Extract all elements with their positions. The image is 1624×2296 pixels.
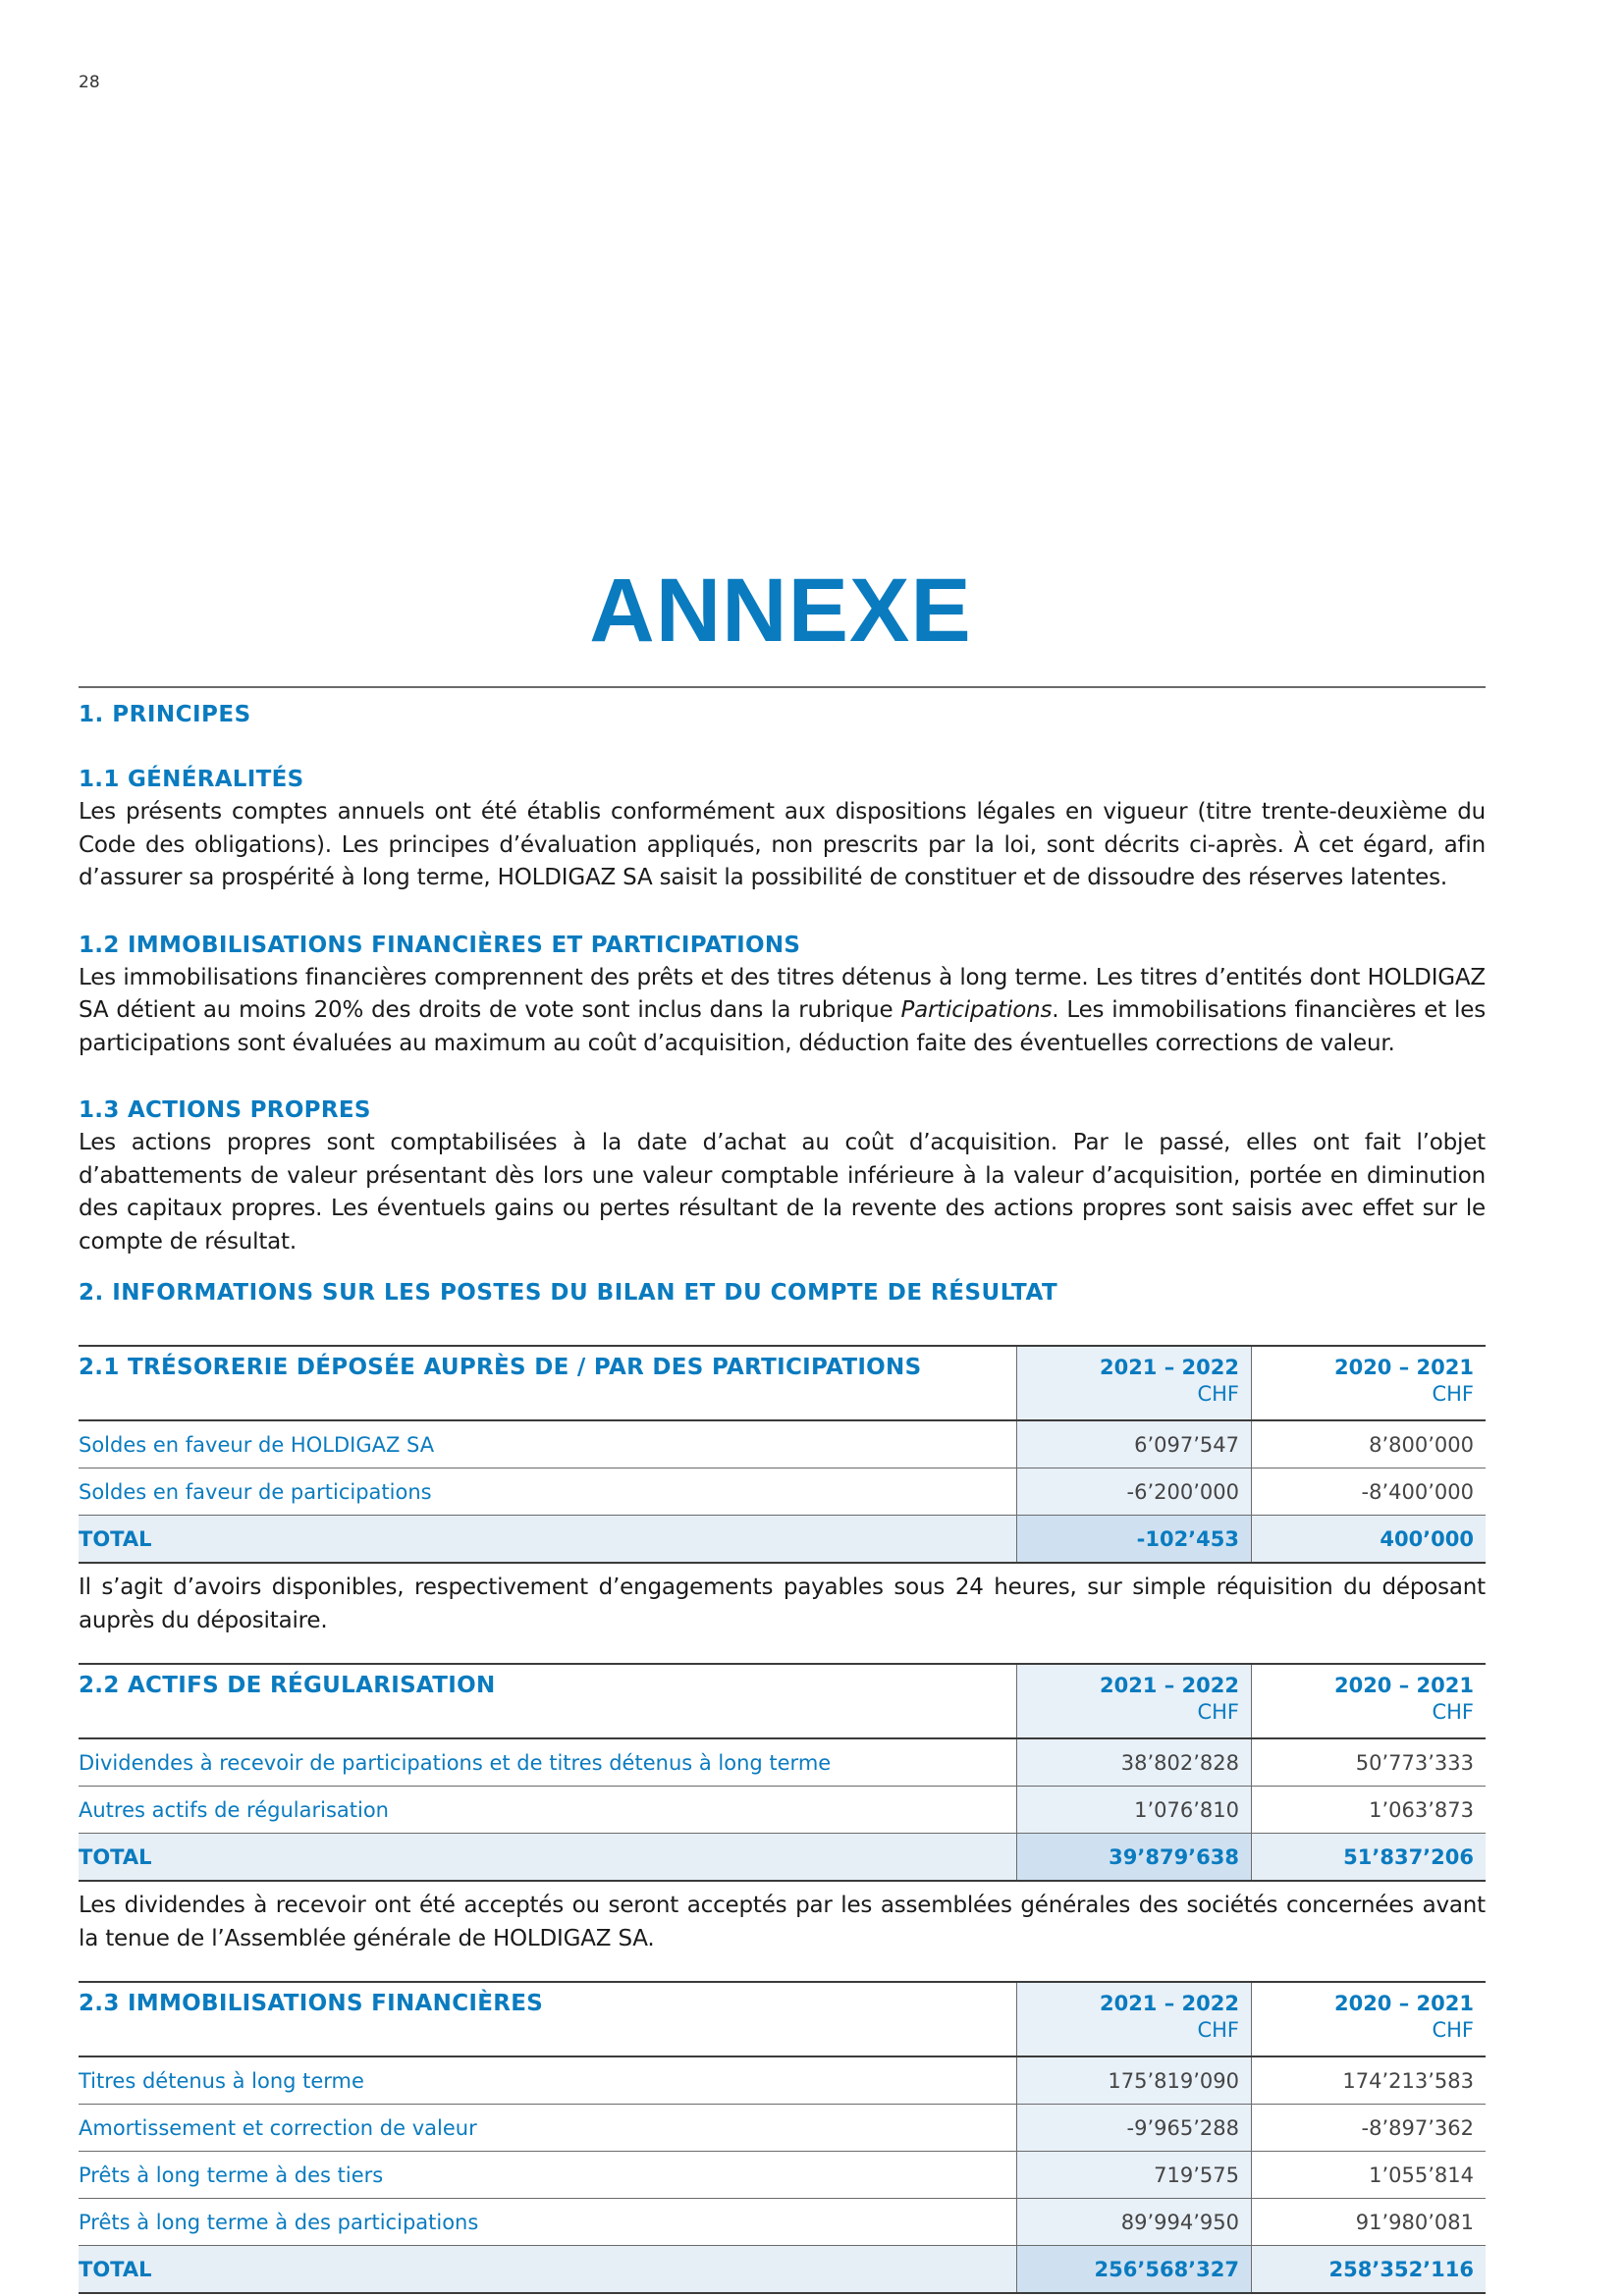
section-heading-immobilisations: 1.2 IMMOBILISATIONS FINANCIÈRES ET PARTICIPATIONS bbox=[79, 932, 801, 958]
total-value-current: 39’879’638 bbox=[1017, 1834, 1252, 1882]
row-value-previous: 91’980’081 bbox=[1252, 2199, 1487, 2246]
section-heading-principes: 1. PRINCIPES bbox=[79, 702, 251, 727]
column-header-2020-2021 bbox=[1252, 1982, 1487, 2056]
table-header-row bbox=[79, 1664, 1486, 1738]
table-immobilisations-financieres bbox=[79, 1981, 1486, 2294]
total-label: TOTAL bbox=[79, 1516, 1017, 1564]
row-label: Dividendes à recevoir de participations et de titres détenus à long terme bbox=[79, 1738, 1017, 1787]
row-value-current: 38’802’828 bbox=[1017, 1738, 1252, 1787]
column-header-2020-2021 bbox=[1252, 1346, 1487, 1420]
paragraph-text: Les immobilisations financières comprennent des prêts et des titres détenus à long terme. Les titres d’entités dont HOLDIGAZ SA détient au moins 20% des droits de vote sont inclus dans la rubrique bbox=[79, 964, 1486, 1023]
row-label: Amortissement et correction de valeur bbox=[79, 2105, 1017, 2152]
annex-content bbox=[79, 686, 1486, 2294]
column-year: 2020 – 2021 bbox=[1333, 1992, 1474, 2015]
table-row bbox=[79, 1468, 1486, 1516]
table-note-tresorerie: Il s’agit d’avoirs disponibles, respectivement d’engagements payables sous 24 heures, sur simple réquisition du déposant auprès du dépositaire. bbox=[79, 1575, 1486, 1633]
table-header-row bbox=[79, 1982, 1486, 2056]
column-currency: CHF bbox=[1432, 1382, 1474, 1406]
table-total-row bbox=[79, 1516, 1486, 1564]
row-label: Prêts à long terme à des participations bbox=[79, 2199, 1017, 2246]
row-value-current: 89’994’950 bbox=[1017, 2199, 1252, 2246]
table-note-actifs: Les dividendes à recevoir ont été acceptés ou seront acceptés par les assemblées générales des sociétés concernées avant la tenue de l’Assemblée générale de HOLDIGAZ SA. bbox=[79, 1893, 1486, 1951]
row-value-previous: 174’213’583 bbox=[1252, 2056, 1487, 2105]
paragraph-immobilisations bbox=[79, 962, 1486, 1061]
column-year: 2021 – 2022 bbox=[1099, 1674, 1239, 1697]
row-value-current: 6’097’547 bbox=[1017, 1420, 1252, 1468]
row-value-current: 1’076’810 bbox=[1017, 1787, 1252, 1834]
row-label: Titres détenus à long terme bbox=[79, 2056, 1017, 2105]
table-total-row bbox=[79, 1834, 1486, 1882]
table-row bbox=[79, 1420, 1486, 1468]
column-year: 2020 – 2021 bbox=[1333, 1674, 1474, 1697]
table-tresorerie bbox=[79, 1345, 1486, 1564]
row-value-previous: 1’055’814 bbox=[1252, 2152, 1487, 2199]
row-value-current: -6’200’000 bbox=[1017, 1468, 1252, 1516]
section-heading-generalites: 1.1 GÉNÉRALITÉS bbox=[79, 767, 304, 792]
column-currency: CHF bbox=[1432, 1700, 1474, 1724]
column-currency: CHF bbox=[1197, 1382, 1239, 1406]
table-row bbox=[79, 1738, 1486, 1787]
column-currency: CHF bbox=[1432, 2018, 1474, 2042]
section-heading-actions-propres: 1.3 ACTIONS PROPRES bbox=[79, 1097, 371, 1123]
column-header-2021-2022 bbox=[1017, 1664, 1252, 1738]
total-value-previous: 51’837’206 bbox=[1252, 1834, 1487, 1882]
column-year: 2020 – 2021 bbox=[1333, 1356, 1474, 1379]
table-title: 2.2 ACTIFS DE RÉGULARISATION bbox=[79, 1664, 1017, 1738]
table-row bbox=[79, 2199, 1486, 2246]
row-value-previous: 1’063’873 bbox=[1252, 1787, 1487, 1834]
section-heading-informations: 2. INFORMATIONS SUR LES POSTES DU BILAN ET DU COMPTE DE RÉSULTAT bbox=[79, 1280, 1058, 1306]
table-title: 2.1 TRÉSORERIE DÉPOSÉE AUPRÈS DE / PAR DES PARTICIPATIONS bbox=[79, 1346, 1017, 1420]
row-value-current: 175’819’090 bbox=[1017, 2056, 1252, 2105]
title-divider bbox=[79, 686, 1486, 688]
table-title: 2.3 IMMOBILISATIONS FINANCIÈRES bbox=[79, 1982, 1017, 2056]
row-value-previous: -8’897’362 bbox=[1252, 2105, 1487, 2152]
table-row bbox=[79, 2056, 1486, 2105]
row-label: Autres actifs de régularisation bbox=[79, 1787, 1017, 1834]
page-title: ANNEXE bbox=[589, 561, 972, 661]
row-label: Soldes en faveur de HOLDIGAZ SA bbox=[79, 1420, 1017, 1468]
column-currency: CHF bbox=[1197, 2018, 1239, 2042]
column-year: 2021 – 2022 bbox=[1099, 1356, 1239, 1379]
column-currency: CHF bbox=[1197, 1700, 1239, 1724]
paragraph-actions-propres: Les actions propres sont comptabilisées à la date d’achat au coût d’acquisition. Par le passé, elles ont fait l’objet d’abattements de valeur présentant dès lors une valeur comptable inférieure à la valeur d’acquisition, portée en diminution des capitaux propres. Les éventuels gains ou pertes résultant de la revente des actions propres sont saisis avec effet sur le compte de résultat. bbox=[79, 1130, 1486, 1255]
column-header-2021-2022 bbox=[1017, 1346, 1252, 1420]
total-value-previous: 258’352’116 bbox=[1252, 2246, 1487, 2294]
total-value-previous: 400’000 bbox=[1252, 1516, 1487, 1564]
table-header-row bbox=[79, 1346, 1486, 1420]
column-header-2020-2021 bbox=[1252, 1664, 1487, 1738]
table-total-row bbox=[79, 2246, 1486, 2294]
total-value-current: -102’453 bbox=[1017, 1516, 1252, 1564]
page-number: 28 bbox=[79, 73, 100, 92]
table-row bbox=[79, 2105, 1486, 2152]
table-actifs-regularisation bbox=[79, 1663, 1486, 1882]
total-label: TOTAL bbox=[79, 1834, 1017, 1882]
italic-term: Participations bbox=[900, 997, 1053, 1023]
total-value-current: 256’568’327 bbox=[1017, 2246, 1252, 2294]
row-value-current: 719’575 bbox=[1017, 2152, 1252, 2199]
column-year: 2021 – 2022 bbox=[1099, 1992, 1239, 2015]
table-row bbox=[79, 1787, 1486, 1834]
paragraph-generalites: Les présents comptes annuels ont été établis conformément aux dispositions légales en vigueur (titre trente-deuxième du Code des obligations). Les principes d’évaluation appliqués, non prescrits par la loi, sont décrits ci-après. À cet égard, afin d’assurer sa prospérité à long terme, HOLDIGAZ SA saisit la possibilité de constituer et de dissoudre des réserves latentes. bbox=[79, 799, 1486, 890]
row-label: Soldes en faveur de participations bbox=[79, 1468, 1017, 1516]
column-header-2021-2022 bbox=[1017, 1982, 1252, 2056]
row-value-previous: 8’800’000 bbox=[1252, 1420, 1487, 1468]
total-label: TOTAL bbox=[79, 2246, 1017, 2294]
paragraph-text: . Les immobilisations financières et les participations sont évaluées au maximum au coût d’acquisition, déduction faite des éventuelles corrections de valeur. bbox=[79, 997, 1486, 1056]
table-row bbox=[79, 2152, 1486, 2199]
row-value-previous: -8’400’000 bbox=[1252, 1468, 1487, 1516]
row-value-current: -9’965’288 bbox=[1017, 2105, 1252, 2152]
row-label: Prêts à long terme à des tiers bbox=[79, 2152, 1017, 2199]
row-value-previous: 50’773’333 bbox=[1252, 1738, 1487, 1787]
